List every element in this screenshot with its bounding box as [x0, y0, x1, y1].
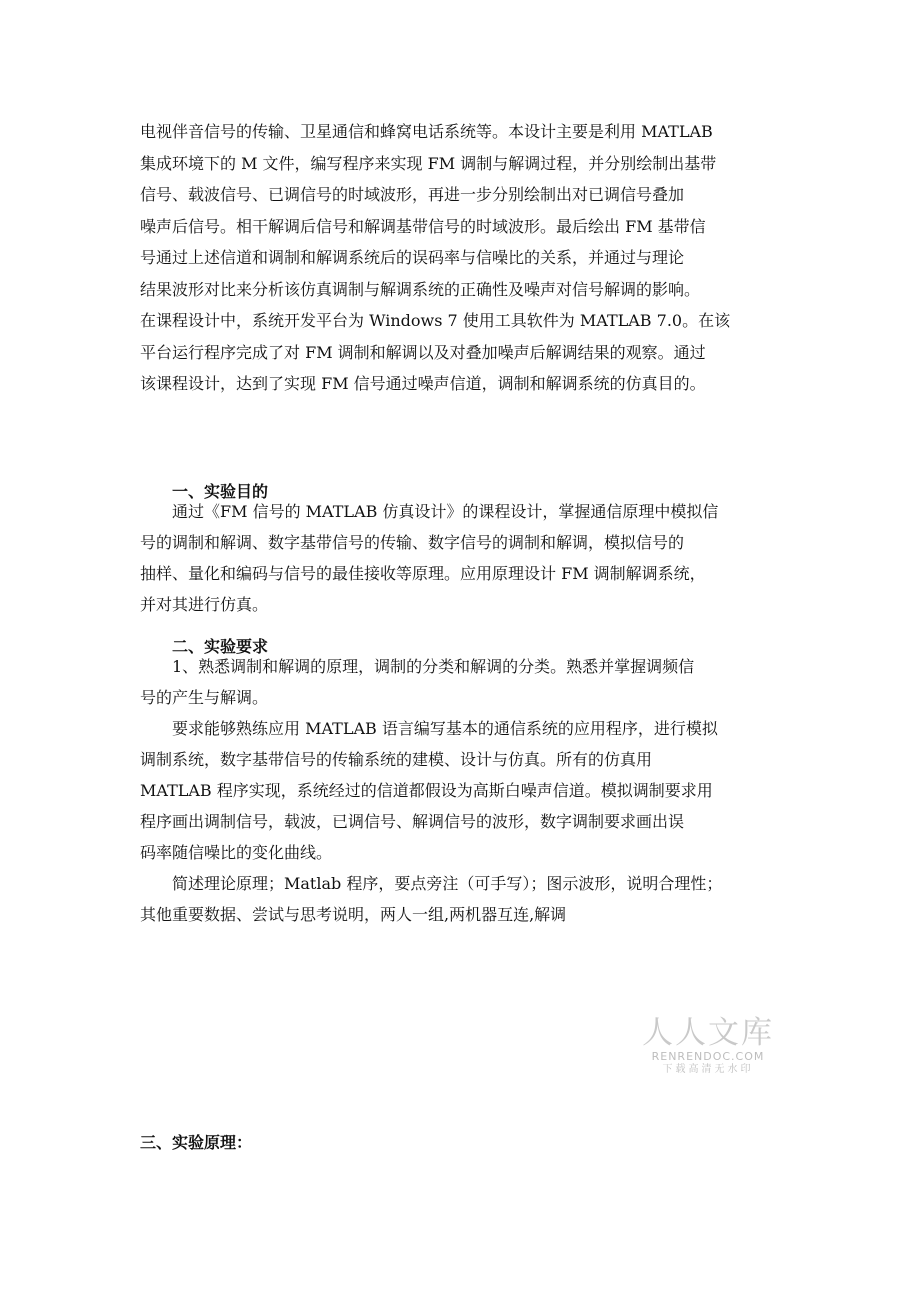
section-objective	[140, 482, 790, 626]
text-line: 简述理论原理；Matlab 程序，要点旁注（可手写）；图示波形，说明合理性；	[172, 874, 723, 893]
watermark-logo	[638, 1016, 778, 1076]
text-line: 号通过上述信道和调制和解调系统后的误码率与信噪比的关系，并通过与理论	[140, 248, 685, 267]
text-line: 程序画出调制信号，载波，已调信号、解调信号的波形，数字调制要求画出误	[140, 812, 685, 831]
text-line: 并对其进行仿真。	[140, 595, 269, 614]
watermark-title: 人人文库	[642, 1015, 774, 1051]
section-heading-requirements: 二、实验要求	[172, 637, 269, 656]
text-line: 集成环境下的 M 文件，编写程序来实现 FM 调制与解调过程，并分别绘制出基带	[140, 153, 717, 173]
watermark-url: RENRENDOC.COM	[651, 1050, 765, 1063]
text-line: 号的产生与解调。	[140, 688, 269, 707]
text-line: 噪声后信号。相干解调后信号和解调基带信号的时域波形。最后绘出 FM 基带信	[140, 216, 706, 236]
section-heading-objective: 一、实验目的	[172, 482, 269, 501]
text-line: 平台运行程序完成了对 FM 调制和解调以及对叠加噪声后解调结果的观察。通过	[140, 342, 706, 362]
section-principle	[140, 1133, 790, 1153]
text-line: 1、熟悉调制和解调的原理，调制的分类和解调的分类。熟悉并掌握调频信	[172, 657, 695, 676]
intro-paragraph	[140, 122, 790, 406]
text-line: 结果波形对比来分析该仿真调制与解调系统的正确性及噪声对信号解调的影响。	[140, 279, 701, 299]
text-line: 码率随信噪比的变化曲线。	[140, 843, 333, 862]
text-line: 在课程设计中，系统开发平台为 Windows 7 使用工具软件为 MATLAB 7.0。在该	[140, 311, 731, 330]
text-line: 信号、载波信号、已调信号的时域波形，再进一步分别绘制出对已调信号叠加	[140, 185, 685, 204]
text-line: 抽样、量化和编码与信号的最佳接收等原理。应用原理设计 FM 调制解调系统，	[140, 564, 706, 583]
text-line: 该课程设计，达到了实现 FM 信号通过噪声信道，调制和解调系统的仿真目的。	[140, 374, 706, 393]
text-line: 其他重要数据、尝试与思考说明，两人一组,两机器互连,解调	[140, 905, 567, 924]
text-line: 要求能够熟练应用 MATLAB 语言编写基本的通信系统的应用程序，进行模拟	[172, 719, 718, 738]
section-heading-principle: 三、实验原理：	[140, 1133, 253, 1152]
text-line: 电视伴音信号的传输、卫星通信和蜂窝电话系统等。本设计主要是利用 MATLAB	[140, 122, 713, 141]
text-line: 调制系统，数字基带信号的传输系统的建模、设计与仿真。所有的仿真用	[140, 750, 653, 769]
watermark-subtitle: 下载高清无水印	[662, 1064, 754, 1075]
text-line: 号的调制和解调、数字基带信号的传输、数字信号的调制和解调，模拟信号的	[140, 533, 685, 552]
section-requirements	[140, 637, 790, 936]
text-line: 通过《FM 信号的 MATLAB 仿真设计》的课程设计，掌握通信原理中模拟信	[172, 502, 719, 521]
text-line: MATLAB 程序实现，系统经过的信道都假设为高斯白噪声信道。模拟调制要求用	[140, 781, 713, 800]
